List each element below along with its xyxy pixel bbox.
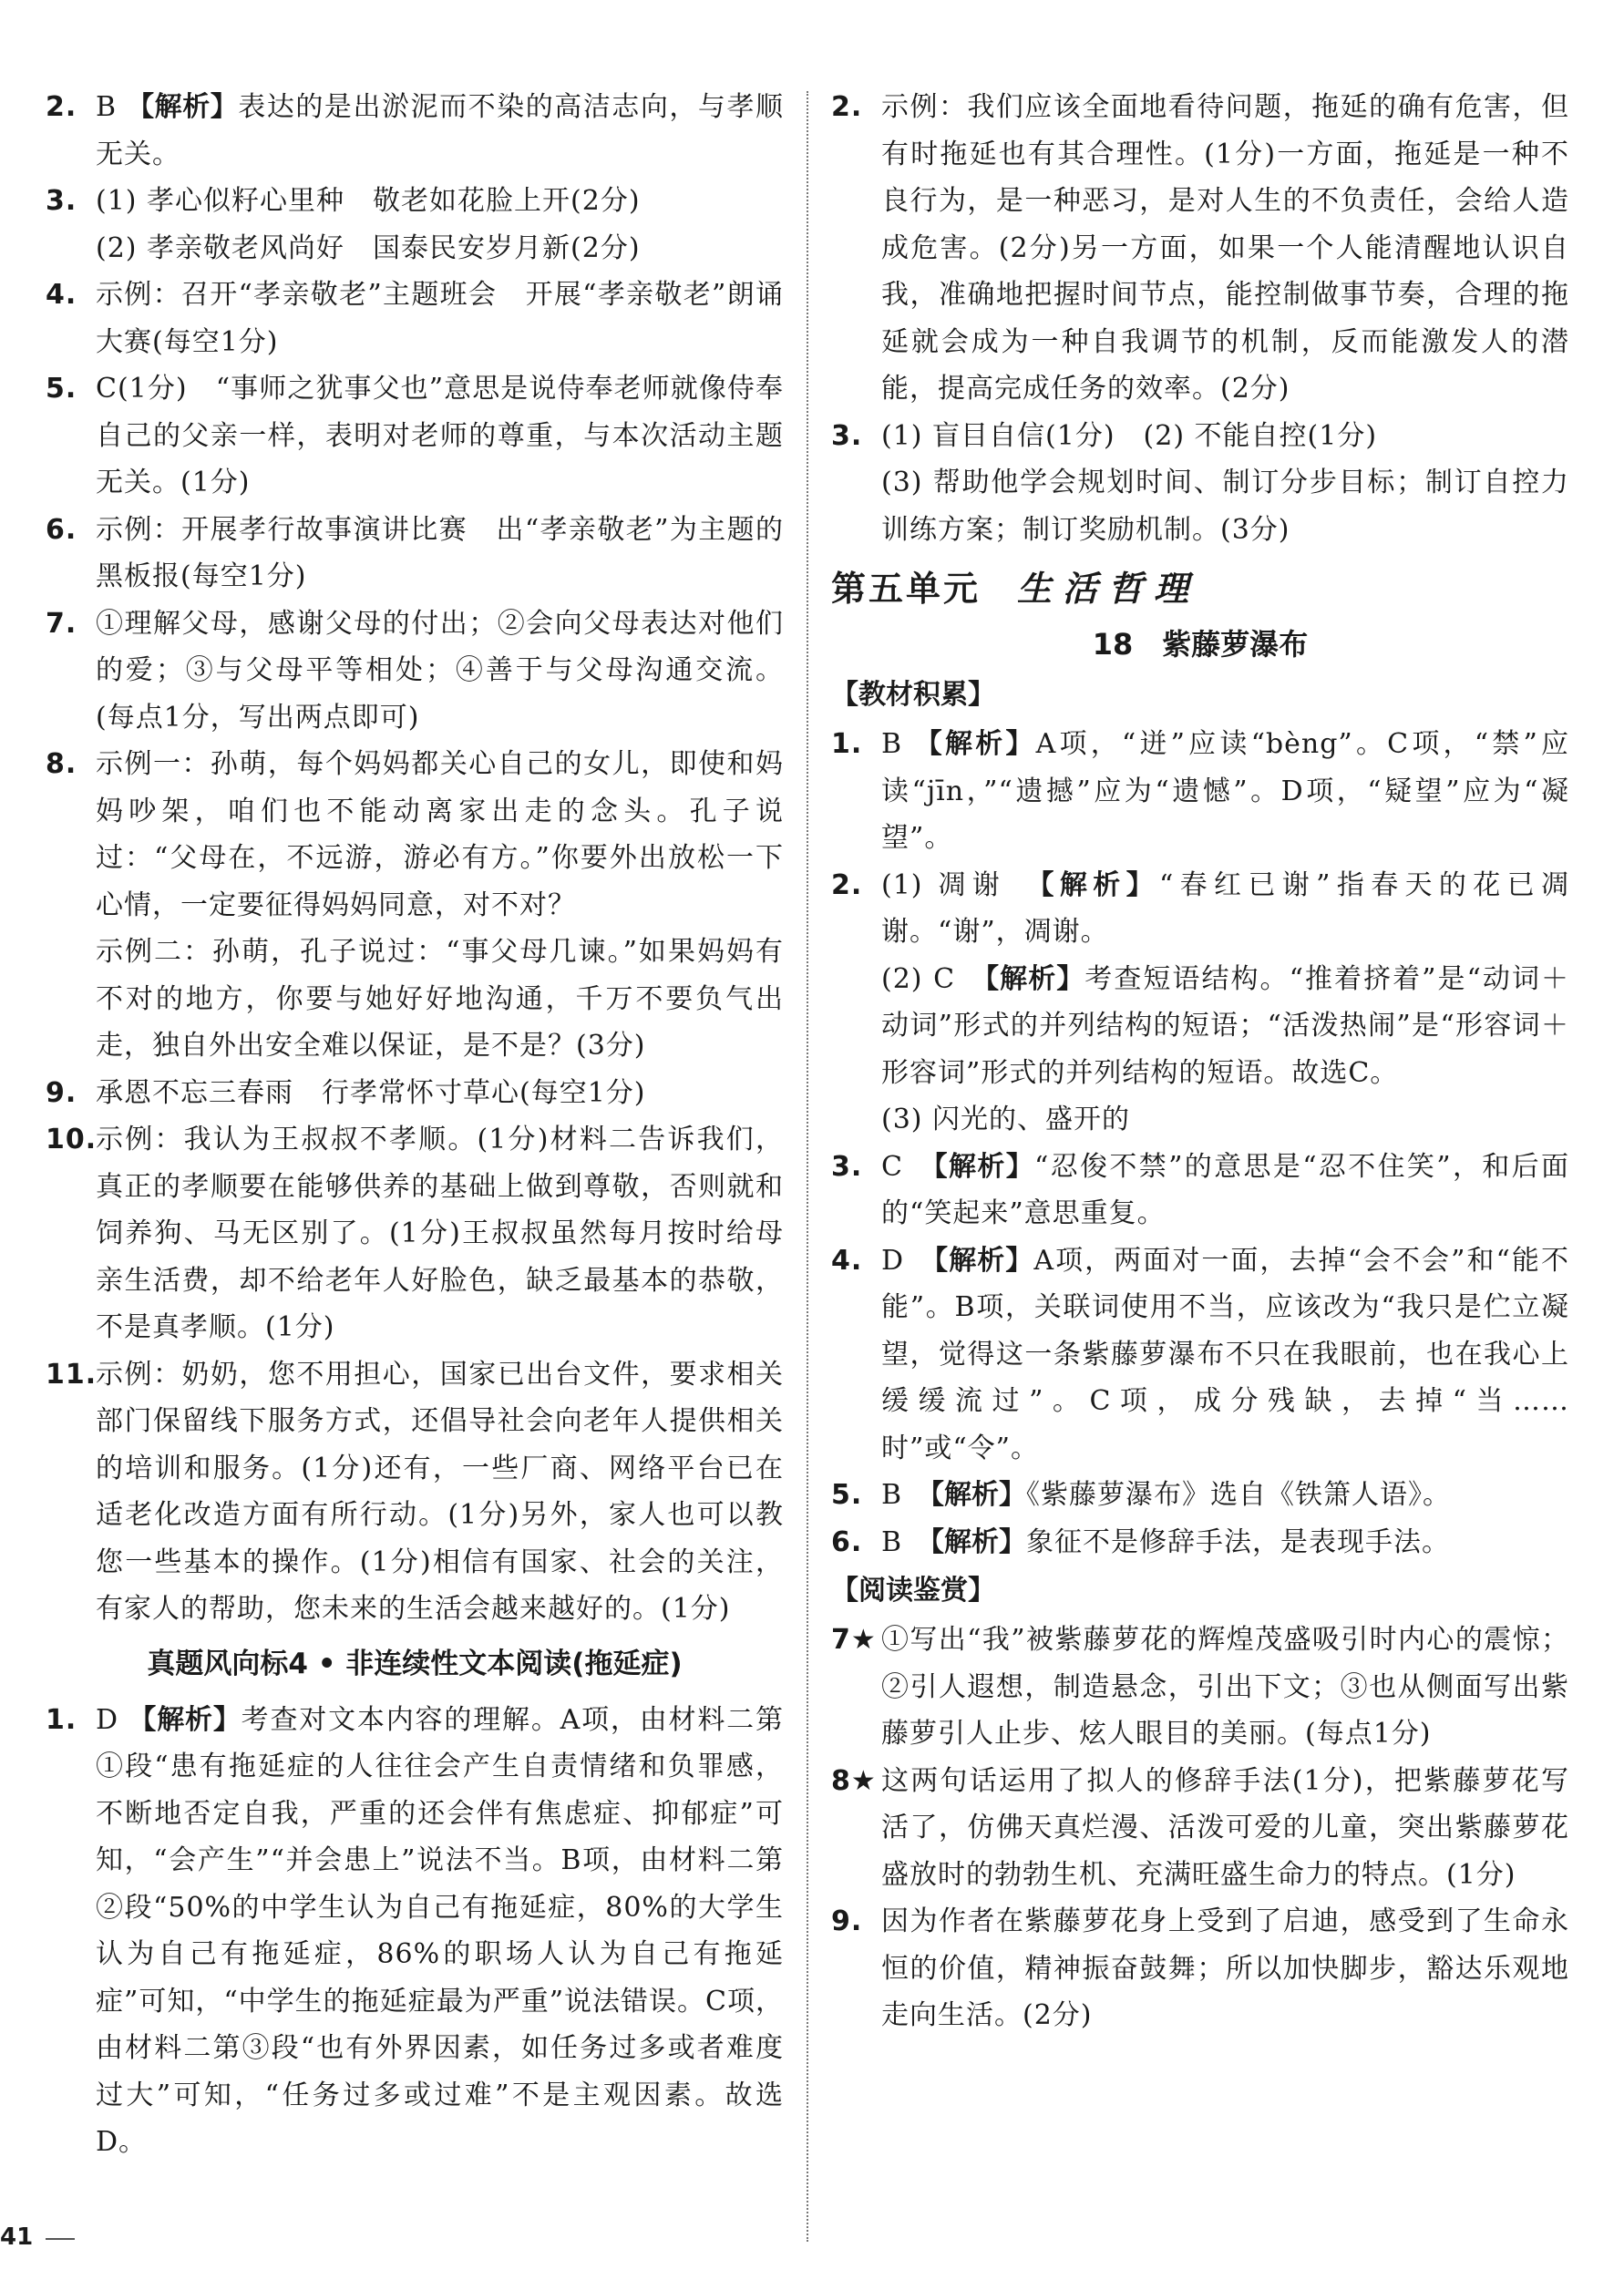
answer-number: 7★	[831, 1624, 877, 1656]
analysis-tag: 【解析】	[985, 962, 1085, 995]
answer-number: 8★	[831, 1764, 877, 1797]
analysis-tag: 【解析】	[127, 91, 239, 123]
answer-number: 1.	[46, 1703, 77, 1736]
answer-text: C(1分) “事师之犹事父也”意思是说侍奉老师就像侍奉自己的父亲一样，表明对老师的尊重，与本次活动主题无关。(1分)	[96, 373, 784, 498]
answer-number: 6.	[46, 513, 77, 546]
analysis-tag: 【解析】	[930, 1525, 1027, 1558]
answer-text: B 【解析】表达的是出淤泥而不染的高洁志向，与孝顺无关。	[96, 91, 785, 170]
header-jiaocai: 【教材积累】	[831, 679, 995, 711]
answer-text: 因为作者在紫藤萝花身上受到了启迪，感受到了生命永恒的价值，精神振奋鼓舞；所以加快脚步，豁达乐观地走向生活。(2分)	[881, 1905, 1569, 2031]
answer-number: 1.	[831, 728, 863, 760]
unit-title: 第五单元	[831, 568, 982, 609]
answer-item	[46, 507, 784, 601]
answer-number: 9.	[831, 1905, 863, 1937]
answer-number: 7.	[46, 607, 77, 640]
answer-item	[46, 1116, 784, 1351]
answer-text: C 【解析】“忍俊不禁”的意思是“忍不住笑”，和后面的“笑起来”意思重复。	[881, 1150, 1569, 1229]
page-number-dash	[46, 2238, 75, 2240]
answer-text: 示例：我们应该全面地看待问题，拖延的确有危害，但有时拖延也有其合理性。(1分)一方面，拖延是一种不良行为，是一种恶习，是对人生的不负责任，会给人造成危害。(2分)另一方面，如果一个人能清醒地认识自我，准确地把握时间节点，能控制做事节奏，合理的拖延就会成为一种自我调节的机制，反而能激发人的潜能，提高完成任务的效率。(2分)	[881, 91, 1569, 405]
answer-text: D 【解析】考查对文本内容的理解。A项，由材料二第①段“患有拖延症的人往往会产生自责情绪和负罪感，不断地否定自我，严重的还会伴有焦虑症、抑郁症”可知，“会产生”“并会患上”说法不当。B项，由材料二第②段“50%的中学生认为自己有拖延症，80%的大学生认为自己有拖延症，86%的职场人认为自己有拖延症”可知，“中学生的拖延症最为严重”说法错误。C项，由材料二第③段“也有外界因素，如任务过多或者难度过大”可知，“任务过多或过难”不是主观因素。故选D。	[96, 1703, 784, 2158]
unit-subtitle: 生活哲理	[1017, 568, 1200, 609]
answer-text: 示例：开展孝行故事演讲比赛 出“孝亲敬老”为主题的黑板报(每空1分)	[96, 513, 784, 592]
answer-item	[46, 84, 784, 178]
answer-text: B 【解析】A项，“迸”应读“bèng”。C项，“禁”应读“jīn，”“遗撼”应为“遗憾”。D项，“疑望”应为“凝望”。	[881, 728, 1570, 854]
answer-text: B 【解析】象征不是修辞手法，是表现手法。	[881, 1525, 1451, 1558]
page-number: 41	[0, 2223, 34, 2251]
left-answer-list	[46, 84, 784, 1633]
answer-number: 10.	[46, 1124, 98, 1155]
answer-text: 示例一：孙萌，每个妈妈都关心自己的女儿，即使和妈妈吵架，咱们也不能动离家出走的念头。孔子说过：“父母在，不远游，游必有方。”你要外出放松一下心情，一定要征得妈妈同意，对不对？	[96, 748, 784, 921]
answer-number: 9.	[46, 1076, 77, 1109]
answer-text: 示例二：孙萌，孔子说过：“事父母几谏。”如果妈妈有不对的地方，你要与她好好地沟通，千万不要负气出走，独自外出安全难以保证，是不是？(3分)	[96, 936, 784, 1062]
analysis-tag: 【解析】	[930, 1479, 1027, 1511]
answer-text: ①理解父母，感谢父母的付出；②会向父母表达对他们的爱；③与父母平等相处；④善于与父母沟通交流。(每点1分，写出两点即可)	[96, 607, 784, 734]
answer-number: 2.	[46, 91, 77, 123]
answer-item	[831, 1898, 1569, 2039]
answer-item	[831, 721, 1569, 862]
analysis-tag: 【解析】	[933, 1150, 1035, 1183]
answer-text: 这两句话运用了拟人的修辞手法(1分)，把紫藤萝花写活了，仿佛天真烂漫、活泼可爱的儿童，突出紫藤萝花盛放时的勃勃生机、充满旺盛生命力的特点。(1分)	[881, 1764, 1569, 1891]
answer-item	[46, 1070, 784, 1117]
right-answer-list	[831, 84, 1569, 553]
unit-heading	[831, 559, 1569, 619]
answer-item	[46, 178, 784, 272]
answer-text: (1) 凋谢 【解析】“春红已谢”指春天的花已凋谢。“谢”，凋谢。	[881, 868, 1570, 948]
answer-item	[831, 1237, 1569, 1473]
answer-number: 4.	[46, 279, 77, 311]
answer-item	[46, 365, 784, 507]
answer-text: D 【解析】A项，两面对一面，去掉“会不会”和“能不能”。B项，关联词使用不当，应该改为“我只是伫立凝望，觉得这一条紫藤萝瀑布不只在我眼前，也在我心上缓缓流过”。C项，成分残缺，去掉“当……时”或“令”。	[881, 1244, 1569, 1464]
answer-number: 3.	[831, 1150, 863, 1183]
answer-number: 3.	[831, 419, 863, 452]
answer-item	[46, 1351, 784, 1633]
answer-text: (2) C 【解析】考查短语结构。“推着挤着”是“动词＋动词”形式的并列结构的短语；“活泼热闹”是“形容词＋形容词”形式的并列结构的短语。故选C。	[881, 962, 1569, 1089]
yuedu-answer-list	[831, 1617, 1569, 2039]
section-title-zhenti: 真题风向标4 • 非连续性文本阅读(拖延症)	[147, 1647, 683, 1680]
answer-text: 承恩不忘三春雨 行孝常怀寸草心(每空1分)	[96, 1076, 646, 1109]
answer-item	[831, 862, 1569, 1144]
answer-item	[46, 601, 784, 742]
analysis-tag: 【解析】	[934, 1244, 1034, 1277]
left-answer-list-2	[46, 1697, 784, 2166]
answer-number: 3.	[46, 185, 77, 217]
jiaocai-answer-list	[831, 721, 1569, 1566]
answer-number: 8.	[46, 748, 77, 780]
answer-item	[831, 413, 1569, 554]
answer-number: 2.	[831, 91, 863, 123]
answer-text: 示例：奶奶，您不用担心，国家已出台文件，要求相关部门保留线下服务方式，还倡导社会向老年人提供相关的培训和服务。(1分)还有，一些厂商、网络平台已在适老化改造方面有所行动。(1分)另外，家人也可以教您一些基本的操作。(1分)相信有国家、社会的关注，有家人的帮助，您未来的生活会越来越好的。(1分)	[96, 1358, 784, 1625]
answer-item	[831, 1519, 1569, 1566]
answer-text: (3) 闪光的、盛开的	[881, 1104, 1131, 1135]
answer-number: 5.	[46, 373, 77, 405]
answer-item	[46, 272, 784, 365]
lesson-title: 18 紫藤萝瀑布	[1092, 627, 1309, 662]
answer-item	[831, 1617, 1569, 1758]
answer-item	[831, 1758, 1569, 1899]
header-yuedu: 【阅读鉴赏】	[831, 1575, 995, 1607]
analysis-tag: 【解析】	[128, 1703, 242, 1736]
answer-number: 2.	[831, 868, 863, 901]
answer-item	[831, 1472, 1569, 1519]
answer-number: 6.	[831, 1525, 863, 1558]
answer-text: (1) 孝心似籽心里种 敬老如花脸上开(2分)	[96, 185, 641, 217]
answer-item	[46, 1697, 784, 2166]
answer-text: (3) 帮助他学会规划时间、制订分步目标；制订自控力训练方案；制订奖励机制。(3分)	[881, 467, 1569, 546]
column-divider	[807, 91, 808, 2242]
answer-item	[46, 741, 784, 1070]
answer-number: 11.	[46, 1358, 98, 1391]
analysis-tag: 【解析】	[914, 728, 1036, 760]
answer-text: 示例：我认为王叔叔不孝顺。(1分)材料二告诉我们，真正的孝顺要在能够供养的基础上做到尊敬，否则就和饲养狗、马无区别了。(1分)王叔叔虽然每月按时给母亲生活费，却不给老年人好脸色，缺乏最基本的恭敬，不是真孝顺。(1分)	[96, 1124, 784, 1343]
answer-text: (1) 盲目自信(1分) (2) 不能自控(1分)	[881, 419, 1378, 452]
analysis-tag: 【解析】	[1040, 868, 1159, 901]
answer-text: (2) 孝亲敬老风尚好 国泰民安岁月新(2分)	[96, 231, 641, 264]
left-column	[46, 84, 784, 2166]
answer-text: 示例：召开“孝亲敬老”主题班会 开展“孝亲敬老”朗诵大赛(每空1分)	[96, 279, 784, 358]
answer-text: ①写出“我”被紫藤萝花的辉煌茂盛吸引时内心的震惊；②引人遐想，制造悬念，引出下文；③也从侧面写出紫藤萝引人止步、炫人眼目的美丽。(每点1分)	[881, 1624, 1569, 1750]
right-column	[831, 84, 1569, 2039]
answer-item	[831, 1144, 1569, 1237]
answer-number: 4.	[831, 1244, 863, 1277]
answer-item	[831, 84, 1569, 413]
answer-text: B 【解析】《紫藤萝瀑布》选自《铁箫人语》。	[881, 1479, 1452, 1511]
answer-number: 5.	[831, 1479, 863, 1511]
